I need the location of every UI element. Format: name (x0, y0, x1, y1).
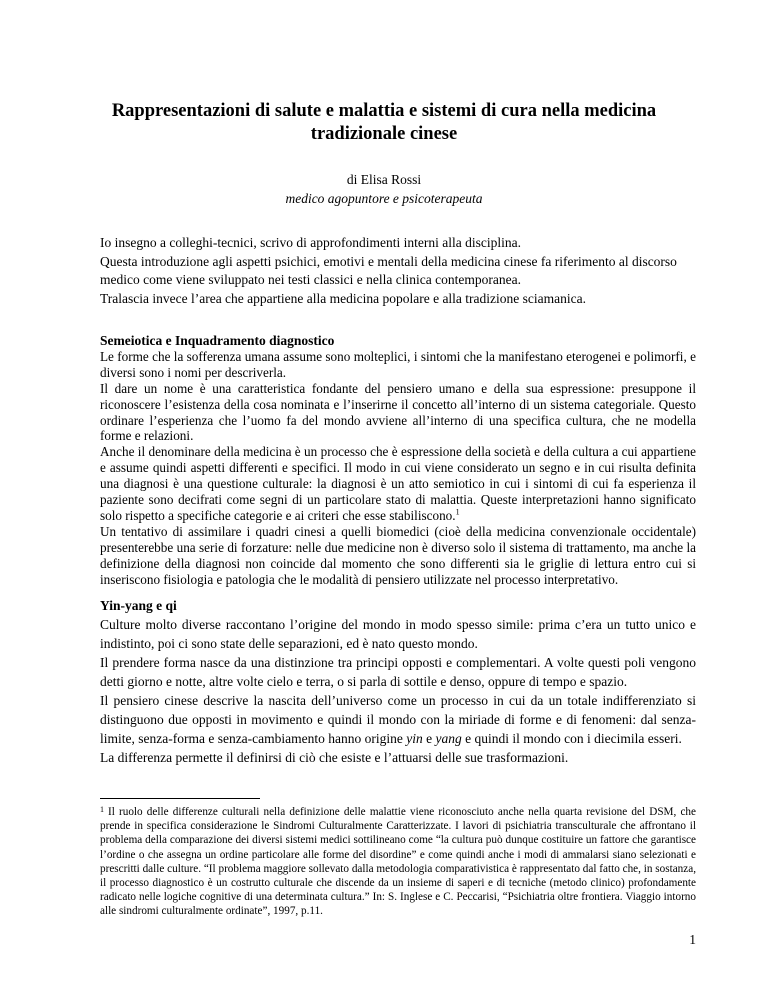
body-paragraph: Un tentativo di assimilare i quadri cinesi a quelli biomedici (cioè della medicina convenzionale occidentale) presenterebbe una serie di forzature: nelle due medicine non è diverso solo il sistema di trattamento, ma anche la definizione della diagnosi non coincide dal momento che sono differenti sia le griglie di lettura entro cui si inseriscono fisiologia e patologia che le modalità di pensiero utilizzate nel processo interpretativo. (100, 523, 696, 587)
intro-line: Tralascia invece l’area che appartiene alla medicina popolare e alla tradizione sciamanica. (100, 290, 586, 306)
footnote-separator (100, 798, 260, 799)
intro-line: Io insegno a colleghi-tecnici, scrivo di approfondimenti interni alla disciplina. (100, 235, 522, 250)
body-paragraph (100, 444, 696, 524)
section-semeiotica (100, 333, 696, 588)
page-number: 1 (689, 932, 696, 947)
body-text: Anche il denominare della medicina è un processo che è espressione della società e della cultura a cui appartiene e assume quindi aspetti differenti e specifici. Il modo in cui viene considerato un segno e in cui risulta definita una diagnosi è una questione culturale: la diagnosi è un atto semiotico in cui i sintomi di cui fa esperienza il paziente sono decifrati come segni di un particolare stato di malattia. Queste interpretazioni hanno significato solo rispetto a specifiche categorie e ai criteri che esse stabiliscono. (100, 444, 696, 523)
term-yin: yin (406, 731, 423, 746)
intro-paragraph (100, 234, 690, 308)
document-title: Rappresentazioni di salute e malattia e sistemi di cura nella medicina tradizionale cinese (111, 101, 657, 144)
author-role: medico agopuntore e psicoterapeuta (285, 191, 483, 206)
body-paragraph: La differenza permette il definirsi di ciò che esiste e l’attuarsi delle sue trasformazioni. (100, 750, 569, 765)
byline (0, 170, 768, 208)
intro-line: Questa introduzione agli aspetti psichici, emotivi e mentali della medicina cinese fa riferimento al discorso (100, 253, 677, 269)
body-paragraph (100, 691, 696, 748)
footnote-text: Il ruolo delle differenze culturali nella definizione delle malattie viene riconosciuto anche nella quarta revisione del DSM, che prende in specifica considerazione le Sindromi Culturalmente Caratterizzate. I lavori di psichiatria transculturale che affrontano il problema della comparazione dei diversi sistemi medici sottilineano come “la cultura può dunque costituire un fattore che garantisce l’ordine o che assegna un ordine particolare alle forme del disordine” e come quindi anche i modi di ammalarsi siano selezionati e prescritti dalle culture. “Il problema maggiore sollevato dalla metodologia comparativistica è rappresentato dal fatto che, in sostanza, il processo diagnostico è un costrutto culturale che discende da un insieme di saperi e di tecniche (metodo clinico) profondamente radicato nelle logiche cognitive di una determinata cultura.” In: S. Inglese e C. Peccarisi, “Psichiatria oltre frontiera. Viaggio intorno alle sindromi culturalmente ordinate”, 1997, p.11. (100, 806, 696, 918)
body-text: e (422, 731, 436, 746)
body-text: Il pensiero cinese descrive la nascita dell’universo come un processo in cui da un totale indifferenziato si distinguono due opposti in movimento e quindi il mondo con la miriade di forme e di fenomeni: dal senza-limite, senza-forma e senza-cambiamento hanno origine (100, 693, 696, 746)
section-heading: Semeiotica e Inquadramento diagnostico (100, 333, 335, 348)
author-name: di Elisa Rossi (346, 172, 422, 187)
footnote-reference[interactable]: 1 (455, 507, 460, 517)
term-yang: yang (435, 731, 462, 746)
section-heading: Yin-yang e qi (100, 598, 177, 613)
footnote (100, 805, 696, 919)
body-paragraph: Le forme che la sofferenza umana assume sono molteplici, i sintomi che la manifestano eterogenei e polimorfi, e diversi sono i nomi per descriverla. (100, 348, 696, 380)
intro-line: medico come viene sviluppato nei testi classici e nella clinica contemporanea. (100, 272, 521, 288)
footnote-mark: 1 (100, 805, 104, 814)
section-yin-yang (100, 596, 696, 767)
body-text: e quindi il mondo con i diecimila esseri. (461, 731, 682, 746)
body-paragraph: Culture molto diverse raccontano l’origine del mondo in modo spesso simile: prima c’era un tutto unico e indistinto, poi ci sono state delle separazioni, ed è nato questo mondo. (100, 617, 696, 651)
body-paragraph: Il prendere forma nasce da una distinzione tra principi opposti e complementari. A volte questi poli vengono detti giorno e notte, altre volte cielo e terra, o si parla di sottile e denso, oppure di tempo e spazio. (100, 655, 696, 689)
body-paragraph: Il dare un nome è una caratteristica fondante del pensiero umano e della sua espressione: presuppone il riconoscere l’esistenza della cosa nominata e l’inserirne il concetto all’interno di un sistema categoriale. Questo ordinare l’esperienza che l’uomo fa del mondo avviene all’interno di una specifica cultura, che ne modella forme e relazioni. (100, 380, 696, 444)
